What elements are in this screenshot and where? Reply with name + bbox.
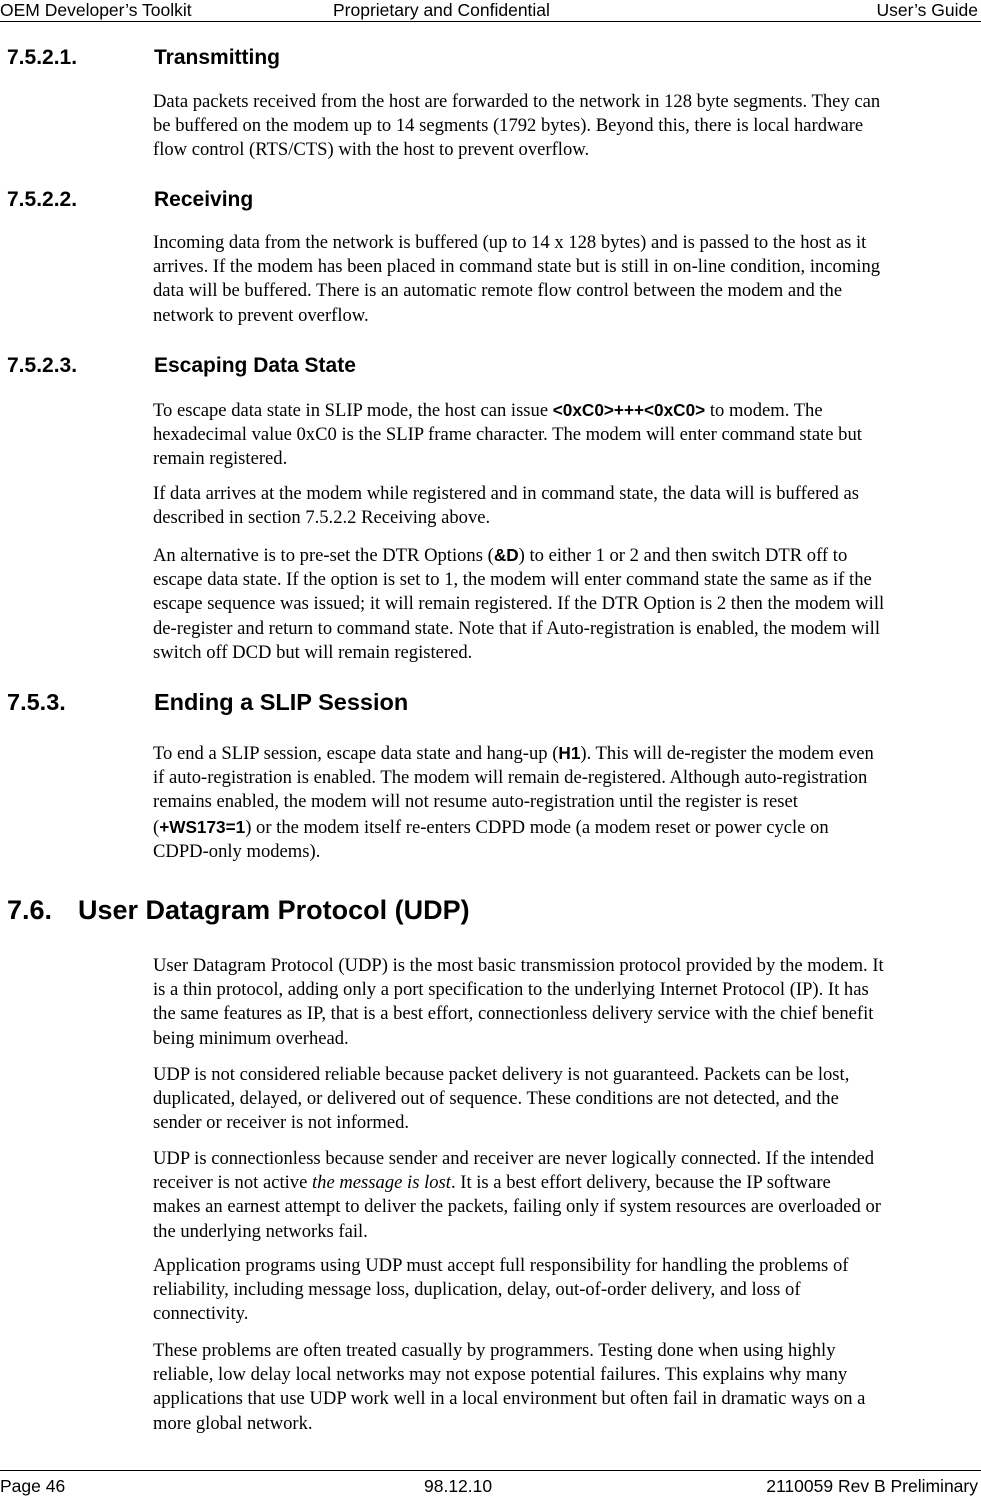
text-run: ( (153, 816, 160, 838)
section-heading-7-6 (7, 894, 807, 926)
text-line (153, 815, 979, 840)
section-title: Transmitting (154, 46, 281, 69)
paragraph-ending-slip (153, 741, 979, 864)
text-line: escape sequence was issued; it will remain registered. If the DTR Option is 2 then the modem will (153, 593, 885, 615)
section-number: 7.5.2.2. (7, 188, 78, 211)
page-number: Page 46 (0, 1476, 66, 1496)
text-run: . It is a best effort delivery, because the IP software (450, 1172, 831, 1194)
section-number: 7.5.2.3. (7, 354, 78, 377)
section-number: 7.5.3. (7, 689, 66, 715)
paragraph-udp-2 (153, 1063, 979, 1136)
section-title: Escaping Data State (154, 354, 356, 377)
document-revision: 2110059 Rev B Preliminary (766, 1476, 978, 1496)
text-line (153, 398, 979, 423)
text-line: If data arrives at the modem while registered and in command state, the data will is buffered as (153, 483, 859, 504)
text-line (153, 741, 979, 766)
text-line: User Datagram Protocol (UDP) is the most basic transmission protocol provided by the modem. It (153, 955, 884, 976)
section-number: 7.5.2.1. (7, 46, 78, 69)
paragraph-escaping-1 (153, 398, 979, 472)
text-line: the underlying networks fail. (153, 1220, 368, 1242)
text-line: connectivity. (153, 1303, 249, 1325)
command-code: <0xC0>+++<0xC0> (552, 400, 706, 420)
text-line: UDP is not considered reliable because packet delivery is not guaranteed. Packets can be lost, (153, 1064, 850, 1085)
emphasis-text: the message is lost (312, 1172, 451, 1194)
text-line: being minimum overhead. (153, 1027, 349, 1049)
section-heading-7-5-2-1 (7, 46, 607, 70)
text-line: flow control (RTS/CTS) with the host to prevent overflow. (153, 139, 590, 161)
text-line: arrives. If the modem has been placed in command state but is still in on-line condition, incoming (153, 256, 881, 278)
text-line (153, 1171, 979, 1195)
paragraph-udp-3 (153, 1147, 979, 1244)
command-code: +WS173=1 (159, 816, 246, 837)
text-line: Data packets received from the host are forwarded to the network in 128 byte segments. They can (153, 91, 881, 112)
section-number: 7.6. (7, 895, 53, 925)
text-line: Incoming data from the network is buffered (up to 14 x 128 bytes) and is passed to the host as it (153, 232, 867, 253)
text-line: makes an earnest attempt to deliver the packets, failing only if system resources are overloaded or (153, 1196, 881, 1218)
paragraph-transmitting (153, 90, 979, 163)
text-line: escape data state. If the option is set to 1, the modem will enter command state the same as if the (153, 569, 872, 591)
text-line: reliability, including message loss, duplication, delay, out-of-order delivery, and loss of (153, 1279, 801, 1301)
section-title: User Datagram Protocol (UDP) (78, 895, 470, 925)
paragraph-receiving (153, 231, 979, 328)
header-left: OEM Developer’s Toolkit (0, 0, 192, 20)
text-line: described in section 7.5.2.2 Receiving above. (153, 507, 491, 529)
text-run: ) to either 1 or 2 and then switch DTR off to (518, 545, 848, 566)
section-title: Ending a SLIP Session (154, 689, 409, 715)
paragraph-udp-1 (153, 954, 979, 1051)
paragraph-escaping-3 (153, 543, 979, 665)
text-line: de-register and return to command state. Note that if Auto-registration is enabled, the modem will (153, 617, 881, 639)
text-run: ). This will de-register the modem even (580, 743, 874, 764)
header-right: User’s Guide (876, 0, 978, 20)
text-line: applications that use UDP work well in a local environment but often fail in dramatic ways on a (153, 1388, 866, 1410)
section-heading-7-5-2-3 (7, 354, 607, 378)
text-run: To escape data state in SLIP mode, the host can issue (153, 400, 553, 421)
paragraph-udp-5 (153, 1339, 979, 1436)
text-line: more global network. (153, 1412, 313, 1434)
section-heading-7-5-3 (7, 688, 707, 716)
text-line: is a thin protocol, adding only a port specification to the underlying Internet Protocol (IP). It has (153, 979, 869, 1001)
footer-date: 98.12.10 (424, 1476, 493, 1496)
text-line: reliable, low delay local networks may not expose potential failures. This explains why many (153, 1364, 848, 1386)
text-line: hexadecimal value 0xC0 is the SLIP frame character. The modem will enter command state but (153, 424, 862, 446)
page-footer (0, 1470, 981, 1498)
text-run: An alternative is to pre-set the DTR Options ( (153, 545, 494, 566)
page-header (0, 0, 981, 22)
text-line: These problems are often treated casually by programmers. Testing done when using highly (153, 1340, 836, 1361)
text-line: CDPD-only modems). (153, 840, 321, 862)
text-line: the same features as IP, that is a best effort, connectionless delivery service with the chief benefit (153, 1003, 874, 1025)
header-center: Proprietary and Confidential (333, 0, 550, 20)
section-title: Receiving (154, 188, 254, 211)
text-line (153, 543, 979, 568)
paragraph-escaping-2 (153, 482, 979, 530)
text-line: if auto-registration is enabled. The modem will remain de-registered. Although auto-registration (153, 767, 868, 789)
command-code: &D (493, 545, 519, 565)
text-line: remain registered. (153, 448, 288, 470)
section-heading-7-5-2-2 (7, 188, 607, 212)
text-line: sender or receiver is not informed. (153, 1112, 410, 1134)
text-line: be buffered on the modem up to 14 segments (1792 bytes). Beyond this, there is local hardware (153, 115, 864, 137)
command-code: H1 (558, 743, 581, 763)
text-line: remains enabled, the modem will not resume auto-registration until the register is reset (153, 791, 798, 813)
text-run: ) or the modem itself re-enters CDPD mode (a modem reset or power cycle on (245, 816, 829, 838)
text-line: data will be buffered. There is an automatic remote flow control between the modem and the (153, 280, 843, 302)
text-line: UDP is connectionless because sender and receiver are never logically connected. If the intended (153, 1148, 875, 1169)
text-line: duplicated, delayed, or delivered out of sequence. These conditions are not detected, and the (153, 1088, 839, 1110)
text-line: Application programs using UDP must accept full responsibility for handling the problems of (153, 1255, 849, 1276)
text-run: to modem. The (705, 400, 823, 421)
text-line: network to prevent overflow. (153, 304, 369, 326)
text-run: To end a SLIP session, escape data state and hang-up ( (153, 743, 559, 764)
text-run: receiver is not active (153, 1172, 313, 1194)
paragraph-udp-4 (153, 1254, 979, 1327)
text-line: switch off DCD but will remain registered. (153, 641, 473, 663)
